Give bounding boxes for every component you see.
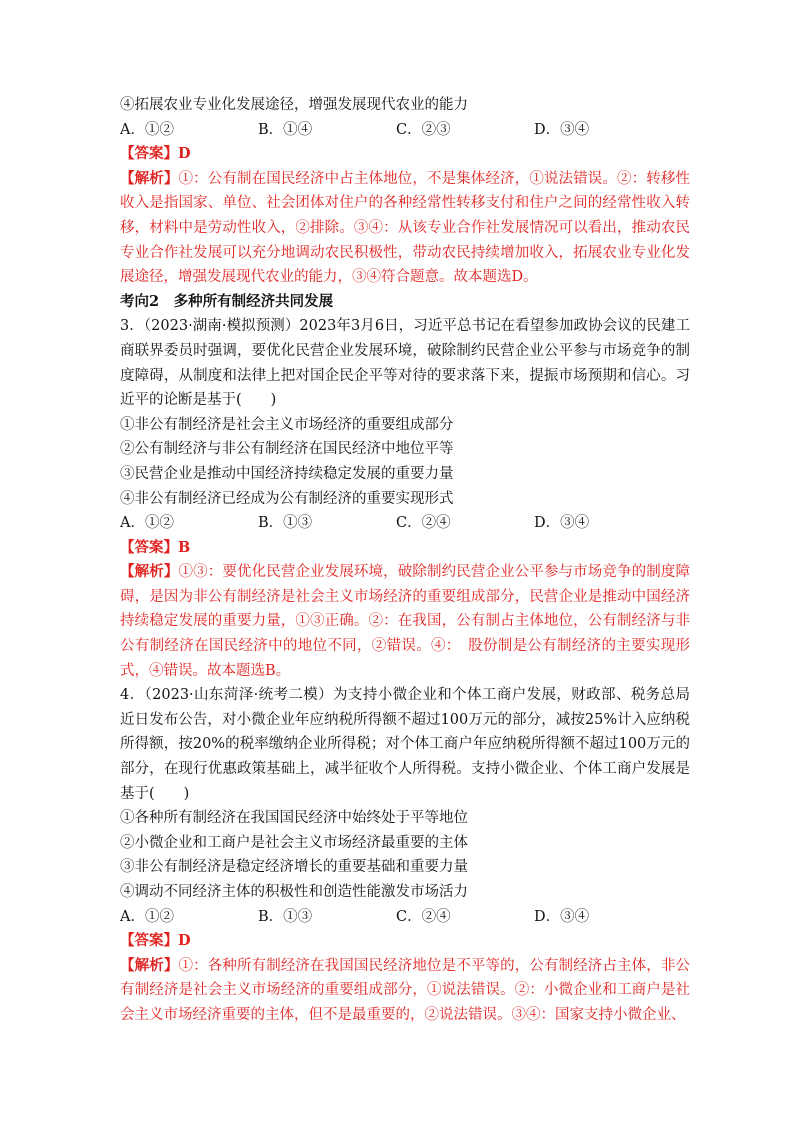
q3-statement-3: ③民营企业是推动中国经济持续稳定发展的重要力量 bbox=[120, 465, 454, 482]
q4-analysis bbox=[120, 954, 690, 1028]
analysis-text: ①③：要优化民营企业发展环境，破除制约民营企业公平参与市场竞争的制度障碍，是因为非公有制经济是社会主义市场经济的重要组成部分，民营企业是推动中国经济持续稳定发展的重要力量，①③正确。②：在我国，公有制占主体地位，公有制经济与非公有制经济在国民经济中的地位不同，②错误。④： 股份制是公有制经济的主要实现形式，④错误。故本题选B。 bbox=[120, 564, 691, 679]
answer-value: D bbox=[178, 932, 191, 950]
analysis-text: ①：各种所有制经济在我国国民经济地位是不平等的，公有制经济占主体，非公有制经济是社会主义市场经济的重要组成部分，①说法错误。②：小微企业和工商户是社会主义市场经济重要的主体，但不是最重要的，②说法错误。③④：国家支持小微企业、 bbox=[120, 957, 691, 1023]
answer-label: 【答案】 bbox=[120, 145, 178, 163]
option-b: B．①④ bbox=[258, 121, 313, 138]
option-d: D．③④ bbox=[534, 515, 590, 532]
q3-statement-2: ②公有制经济与非公有制经济在国民经济中地位平等 bbox=[120, 441, 454, 458]
analysis-label: 【解析】 bbox=[120, 169, 179, 187]
answer-label: 【答案】 bbox=[120, 538, 178, 556]
option-b: B．①③ bbox=[258, 515, 313, 532]
option-d: D．③④ bbox=[534, 121, 590, 138]
q3-statement-1: ①非公有制经济是社会主义市场经济的重要组成部分 bbox=[120, 416, 454, 433]
q3-options bbox=[120, 511, 690, 536]
section-heading: 考向2 多种所有制经济共同发展 bbox=[120, 292, 334, 310]
option-a: A．①② bbox=[120, 515, 174, 532]
q4-statement-2: ②小微企业和工商户是社会主义市场经济最重要的主体 bbox=[120, 834, 468, 851]
q3-analysis bbox=[120, 560, 690, 683]
prev-statement-4: ④拓展农业专业化发展途径，增强发展现代农业的能力 bbox=[120, 97, 468, 113]
option-c: C．②④ bbox=[396, 515, 451, 532]
document-page bbox=[120, 93, 690, 1028]
analysis-label: 【解析】 bbox=[120, 956, 179, 974]
answer-value: B bbox=[178, 538, 191, 556]
question-3-stem: 3．（2023·湖南·模拟预测）2023年3月6日，习近平总书记在看望参加政协会议的民建工商联界委员时强调，要优化民营企业发展环境，破除制约民营企业公平参与市场竞争的制度障碍，从制度和法律上把对国企民企平等对待的要求落下来，提振市场预期和信心。习近平的论断是基于( ) bbox=[120, 318, 690, 409]
prev-options bbox=[120, 118, 690, 143]
option-a: A．①② bbox=[120, 908, 174, 925]
option-c: C．②④ bbox=[396, 908, 451, 925]
analysis-text: ①：公有制在国民经济中占主体地位，不是集体经济，①说法错误。②：转移性收入是指国家、单位、社会团体对住户的各种经常性转移支付和住户之间的经常性收入转移，材料中是劳动性收入，②排除。③④：从该专业合作社发展情况可以看出，推动农民专业合作社发展可以充分地调动农民积极性，带动农民持续增加收入，拓展农业专业化发展途径，增强发展现代农业的能力，③④符合题意。故本题选D。 bbox=[120, 170, 691, 286]
option-a: A．①② bbox=[120, 121, 174, 138]
option-c: C．②③ bbox=[396, 121, 451, 138]
q4-statement-3: ③非公有制经济是稳定经济增长的重要基础和重要力量 bbox=[120, 859, 468, 876]
answer-label: 【答案】 bbox=[120, 932, 178, 950]
option-b: B．①③ bbox=[258, 908, 313, 925]
analysis-label: 【解析】 bbox=[120, 563, 179, 581]
answer-value: D bbox=[178, 145, 191, 163]
question-4-stem: 4．（2023·山东菏泽·统考二模）为支持小微企业和个体工商户发展，财政部、税务总局近日发布公告，对小微企业年应纳税所得额不超过100万元的部分，减按25%计入应纳税所得额，按20%的税率缴纳企业所得税；对个体工商户年应纳税所得额不超过100万元的部分，在现行优惠政策基础上，减半征收个人所得税。支持小微企业、个体工商户发展是基于( ) bbox=[120, 687, 690, 802]
q3-statement-4: ④非公有制经济已经成为公有制经济的重要实现形式 bbox=[120, 490, 454, 507]
prev-answer bbox=[120, 142, 690, 167]
q4-answer bbox=[120, 929, 690, 954]
q3-answer bbox=[120, 536, 690, 561]
prev-analysis bbox=[120, 167, 690, 290]
q4-options bbox=[120, 905, 690, 930]
q4-statement-1: ①各种所有制经济在我国国民经济中始终处于平等地位 bbox=[120, 810, 468, 827]
q4-statement-4: ④调动不同经济主体的积极性和创造性能激发市场活力 bbox=[120, 884, 468, 900]
option-d: D．③④ bbox=[534, 908, 590, 925]
